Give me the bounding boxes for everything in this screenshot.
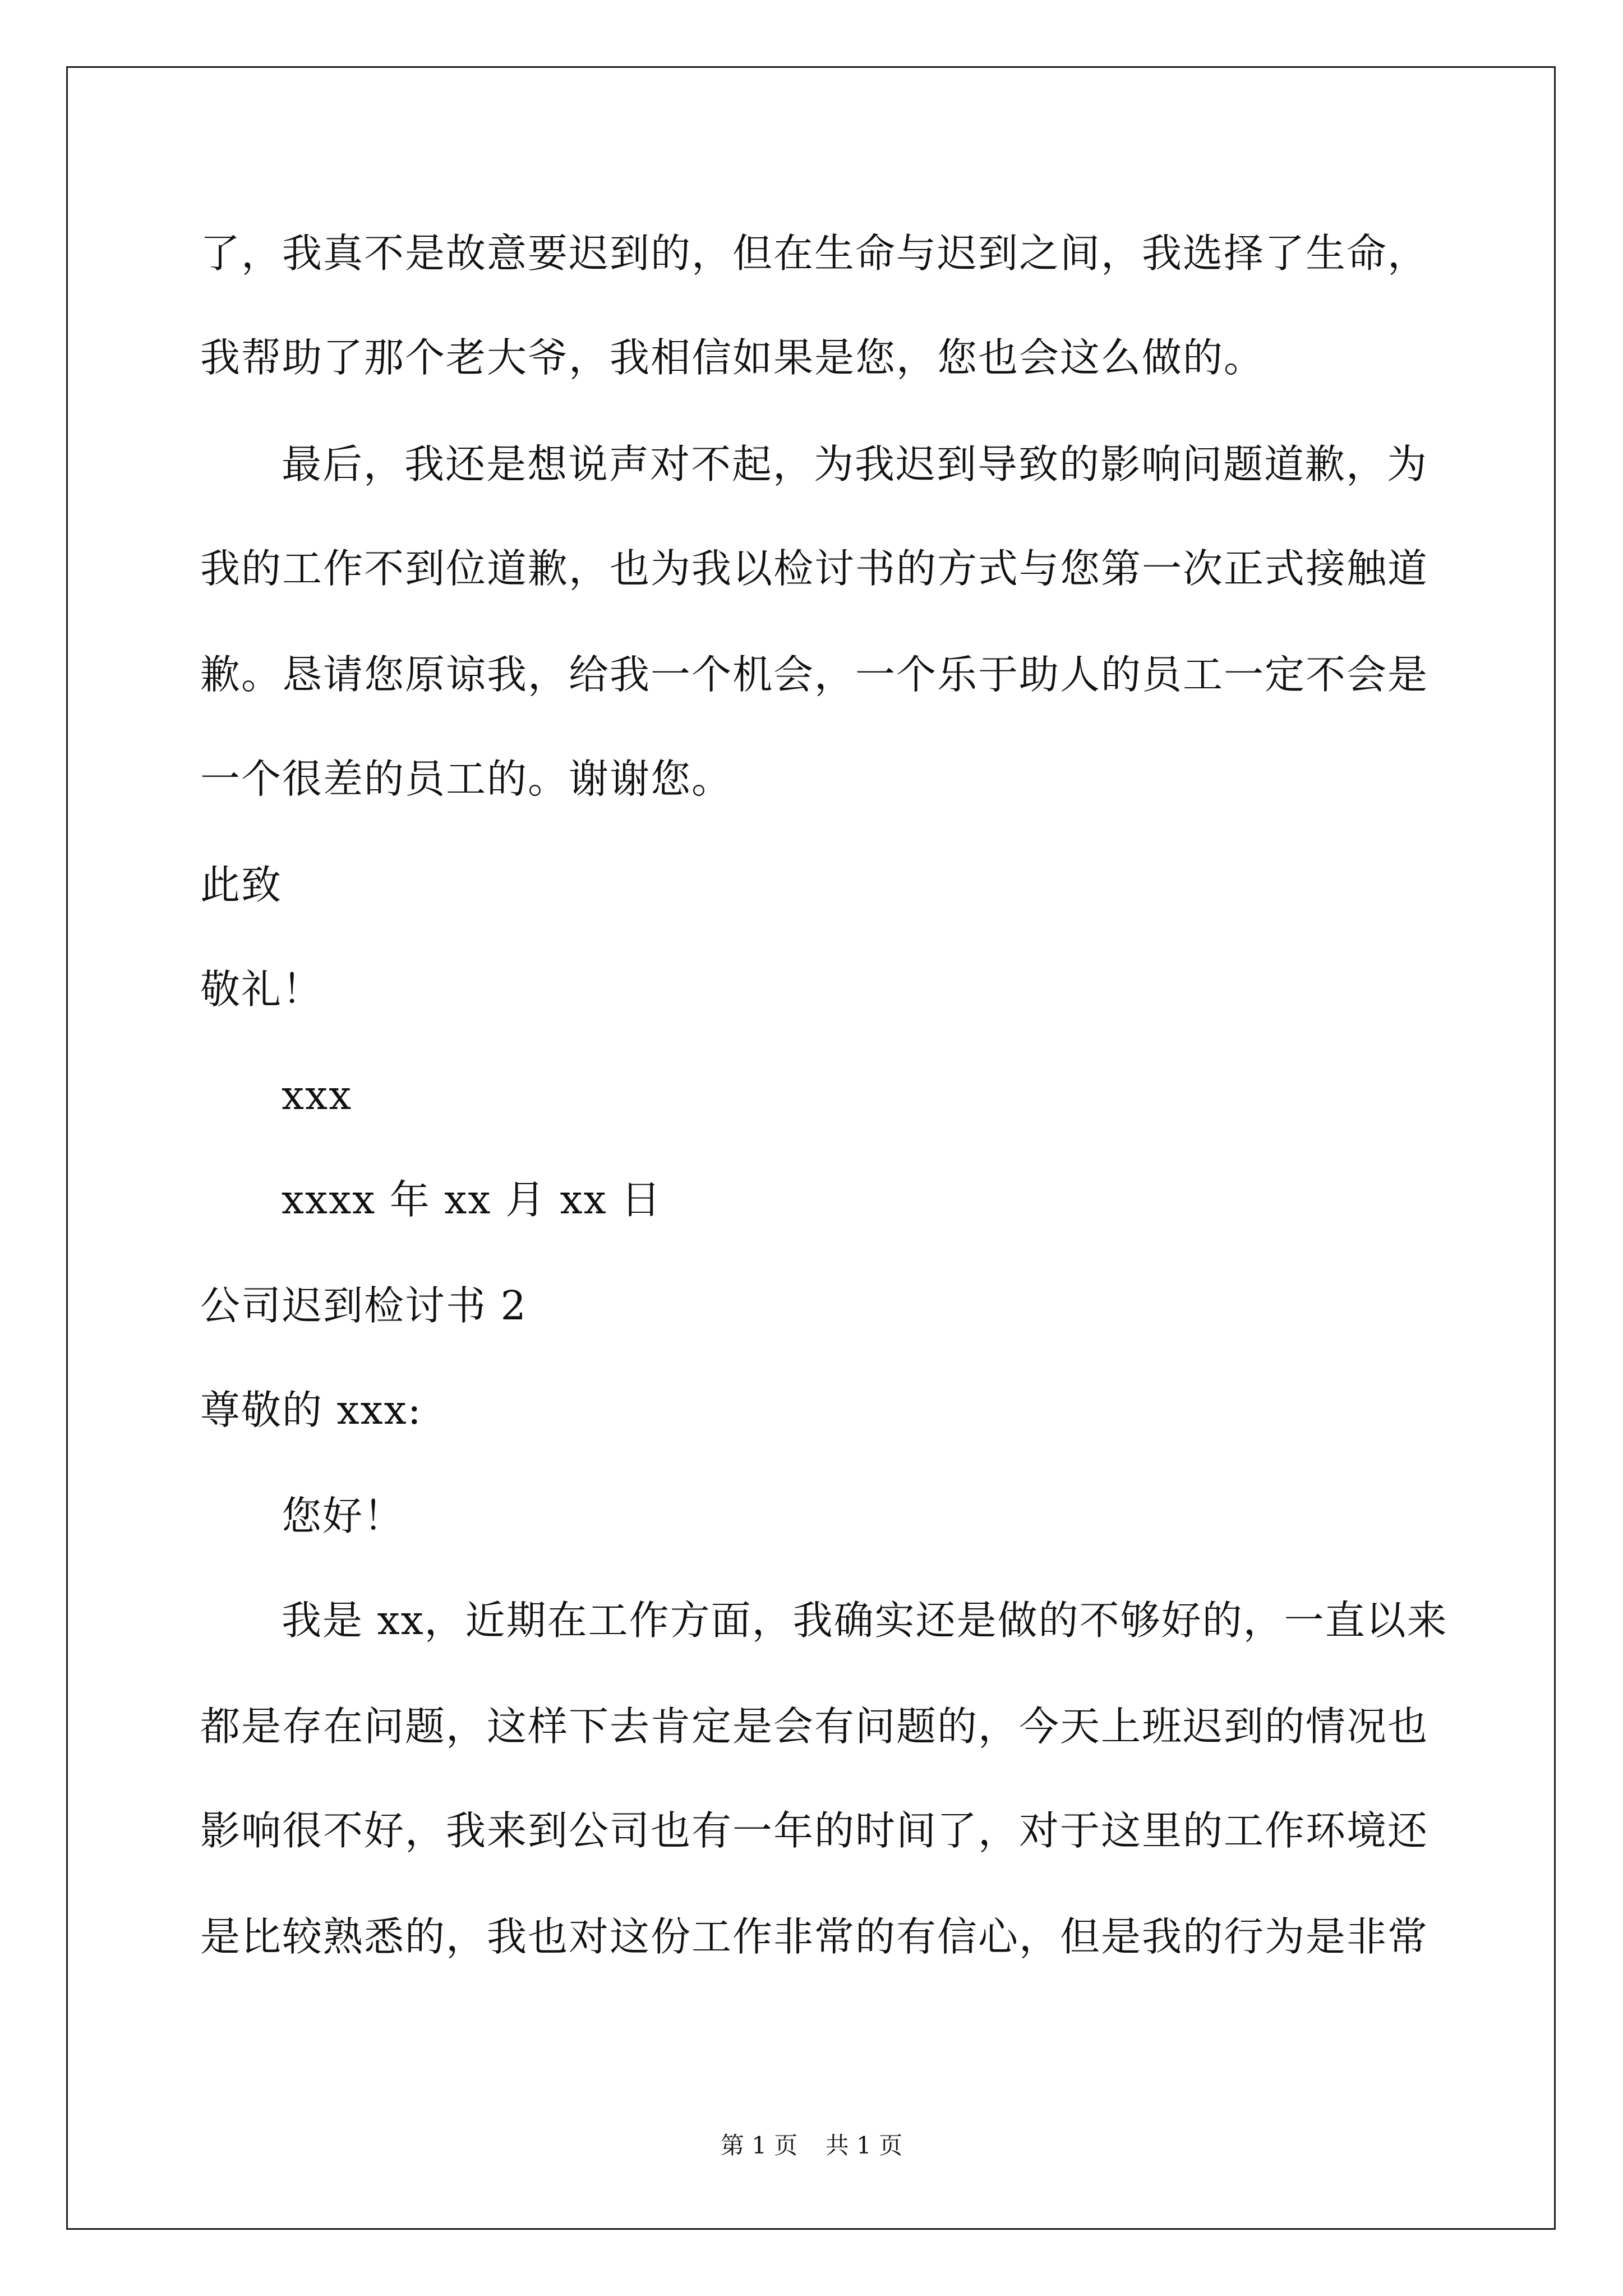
section-heading: 公司迟到检讨书 2: [200, 1282, 527, 1329]
body-line: 我帮助了那个老大爷，我相信如果是您，您也会这么做的。: [200, 334, 1265, 381]
signature-name: xxx: [282, 1072, 353, 1119]
body-line: 我的工作不到位道歉，也为我以检讨书的方式与您第一次正式接触道: [200, 545, 1429, 592]
body-line: 都是存在问题，这样下去肯定是会有问题的，今天上班迟到的情况也: [200, 1703, 1429, 1750]
page-footer: [0, 2129, 1623, 2162]
body-line: 一个很差的员工的。谢谢您。: [200, 756, 733, 802]
page-border: [66, 66, 1556, 2230]
body-line: 了，我真不是故意要迟到的，但在生命与迟到之间，我选择了生命，: [200, 230, 1429, 277]
closing-salutation: 此致: [200, 862, 283, 908]
body-line: 我是 xx，近期在工作方面，我确实还是做的不够好的，一直以来: [282, 1597, 1448, 1644]
page-number-current: 第 1 页: [720, 2132, 798, 2159]
greeting-hello: 您好！: [282, 1493, 405, 1539]
body-line: 最后，我还是想说声对不起，为我迟到导致的影响问题道歉，为: [282, 441, 1428, 487]
body-line: 歉。恳请您原谅我，给我一个机会，一个乐于助人的员工一定不会是: [200, 651, 1429, 698]
page-number-total: 共 1 页: [825, 2132, 903, 2159]
closing-regards: 敬礼！: [200, 966, 324, 1013]
body-line: 影响很不好，我来到公司也有一年的时间了，对于这里的工作环境还: [200, 1807, 1429, 1854]
body-line: 是比较熟悉的，我也对这份工作非常的有信心，但是我的行为是非常: [200, 1913, 1429, 1960]
signature-date: xxxx 年 xx 月 xx 日: [282, 1176, 662, 1223]
greeting: 尊敬的 xxx:: [200, 1387, 422, 1433]
